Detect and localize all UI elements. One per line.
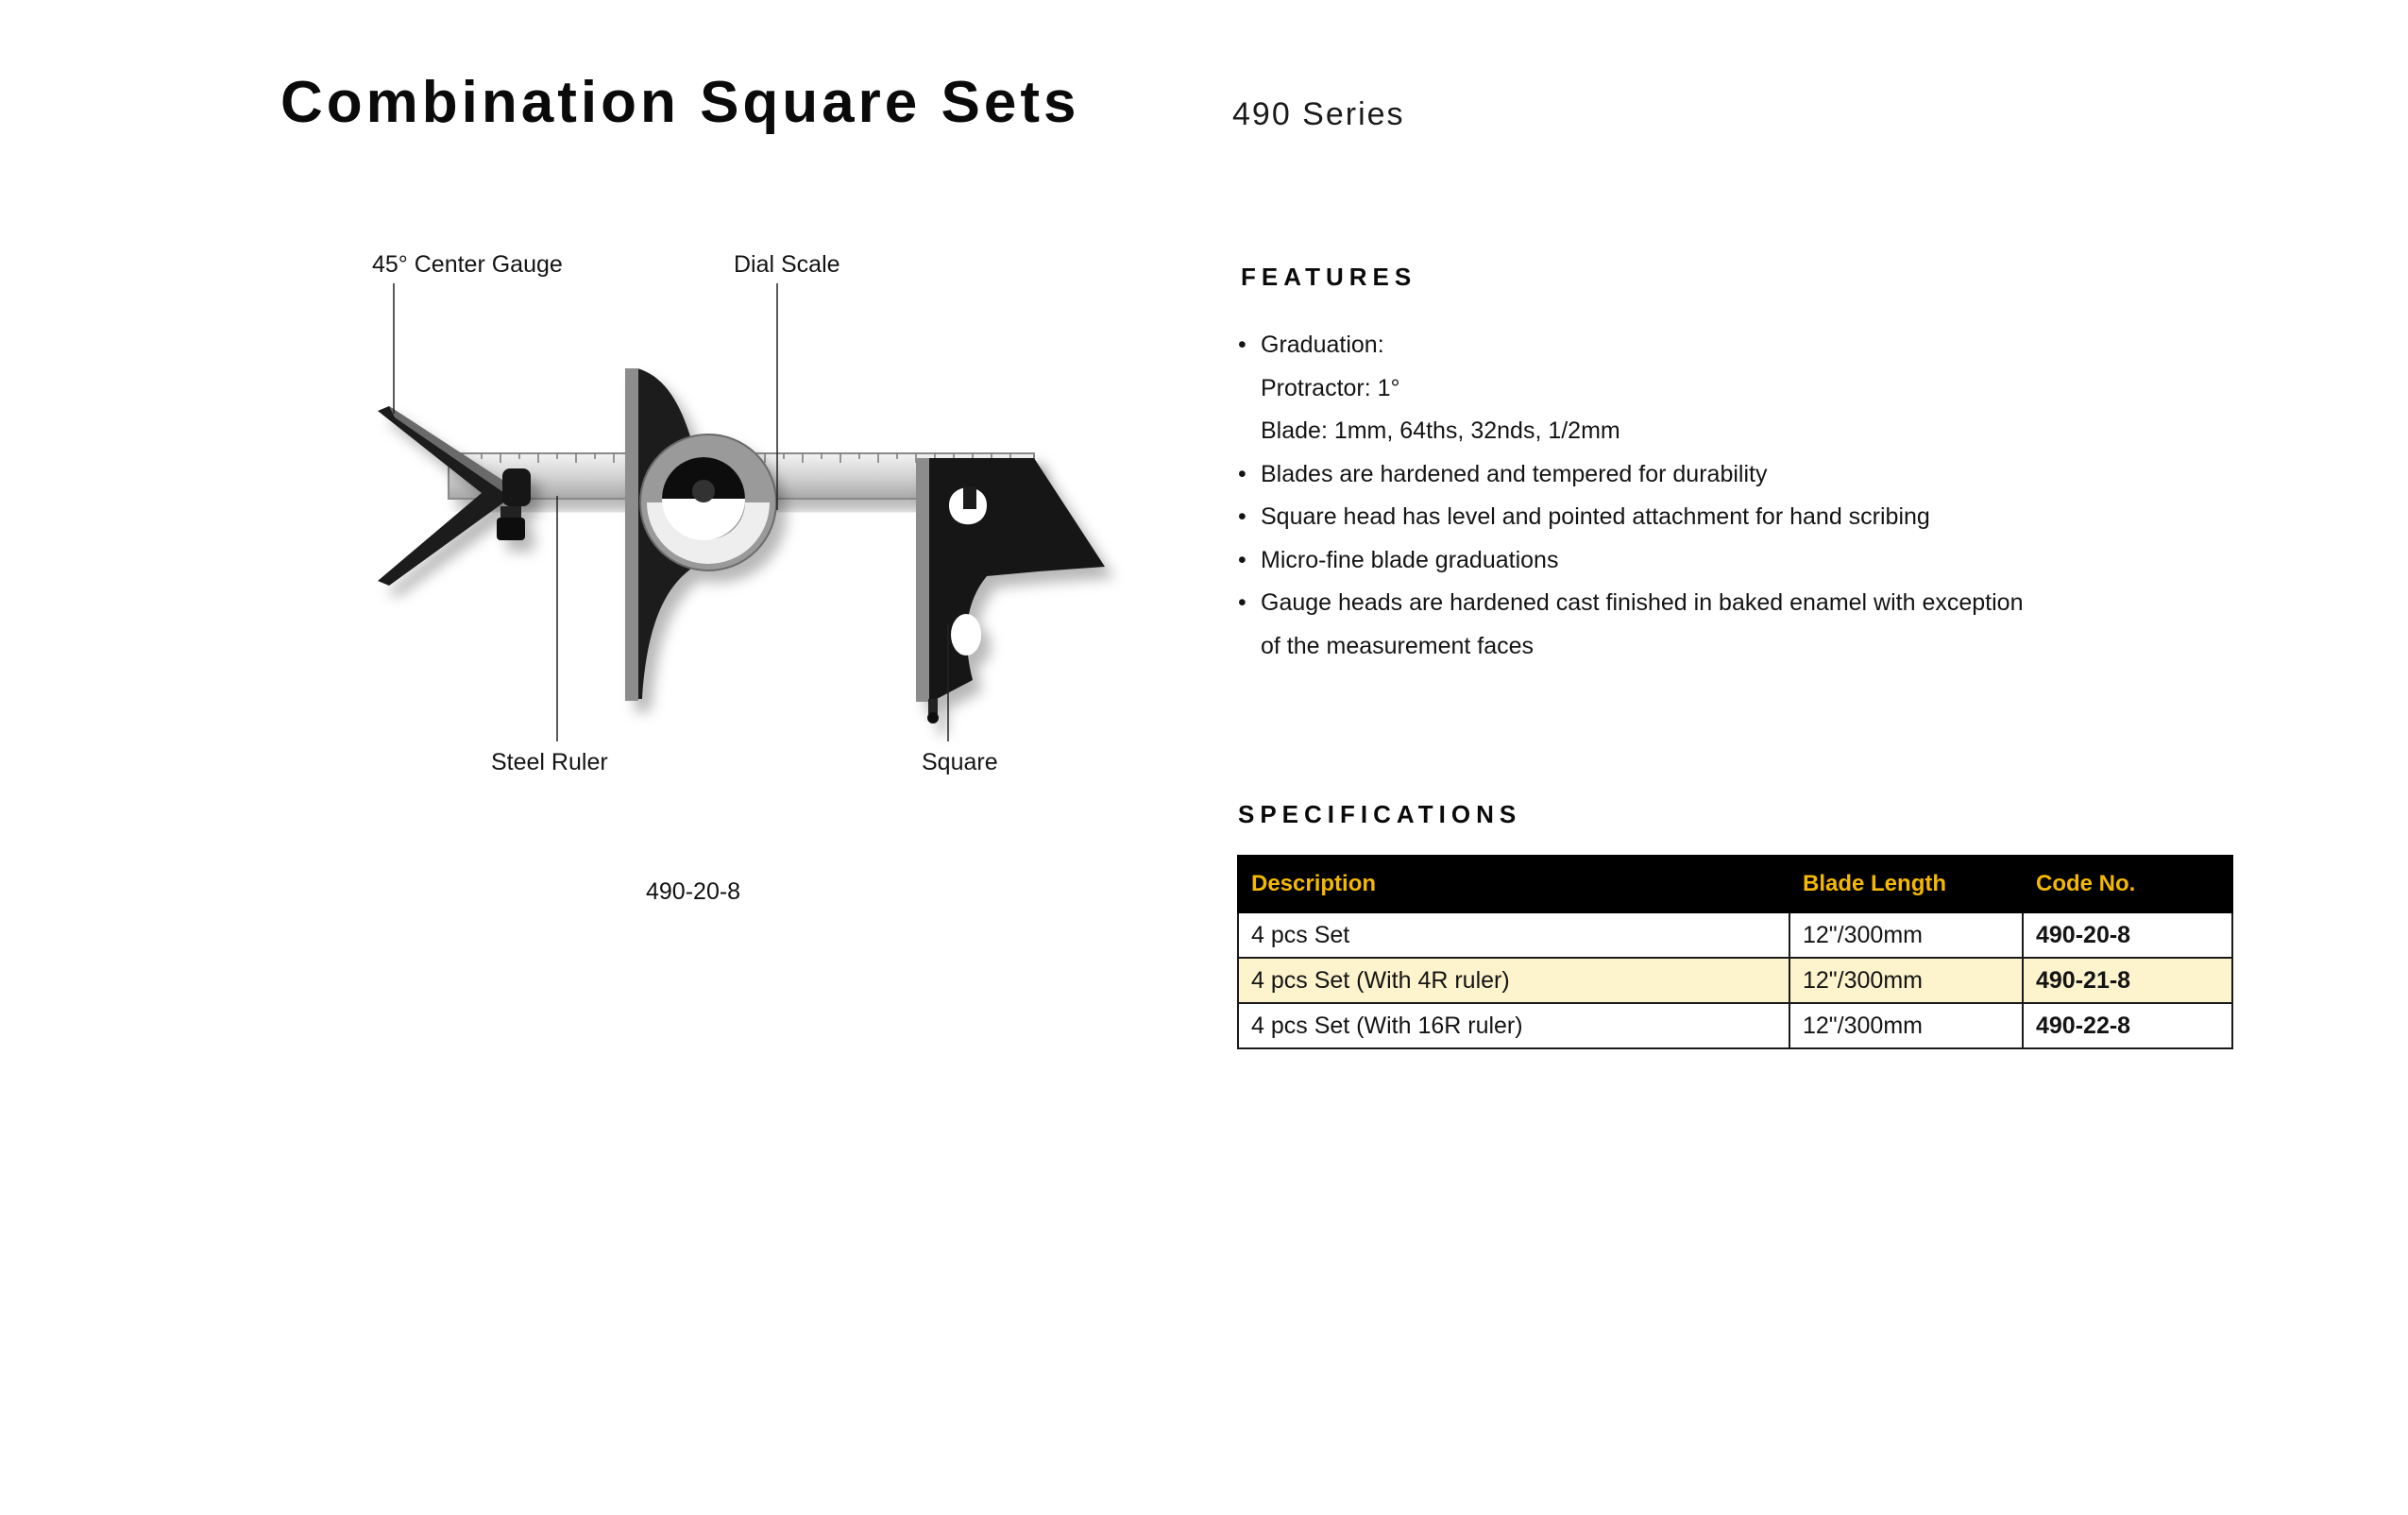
table-row	[1238, 912, 2232, 958]
cell-description: 4 pcs Set (With 4R ruler)	[1238, 958, 1789, 1003]
features-list	[1238, 324, 2023, 668]
cell-code-no: 490-22-8	[2023, 1003, 2232, 1048]
cell-blade-length: 12"/300mm	[1789, 958, 2023, 1003]
feature-line: • Blades are hardened and tempered for durability	[1238, 453, 2023, 497]
feature-line: • Square head has level and pointed attachment for hand scribing	[1238, 496, 2023, 539]
callout-steel-ruler: Steel Ruler	[491, 749, 608, 775]
cell-blade-length: 12"/300mm	[1789, 912, 2023, 958]
series-label: 490 Series	[1232, 96, 1405, 132]
combination-square-illustration	[359, 283, 1133, 775]
callout-center-gauge: 45° Center Gauge	[372, 251, 563, 278]
feature-line: • Gauge heads are hardened cast finished in baked enamel with exception	[1238, 582, 2023, 625]
cell-description: 4 pcs Set	[1238, 912, 1789, 958]
column-header-code-no: Code No.	[2023, 856, 2232, 912]
protractor-head	[625, 368, 776, 701]
specifications-heading: SPECIFICATIONS	[1238, 800, 1522, 828]
feature-line: Blade: 1mm, 64ths, 32nds, 1/2mm	[1261, 417, 1620, 444]
table-row	[1238, 958, 2232, 1003]
table-row	[1238, 1003, 2232, 1048]
cell-description: 4 pcs Set (With 16R ruler)	[1238, 1003, 1789, 1048]
column-header-blade-length: Blade Length	[1789, 856, 2023, 912]
callout-square: Square	[922, 749, 998, 775]
feature-line: • Micro-fine blade graduations	[1238, 539, 2023, 583]
cell-code-no: 490-21-8	[2023, 958, 2232, 1003]
cell-blade-length: 12"/300mm	[1789, 1003, 2023, 1048]
specifications-table	[1237, 855, 2233, 1049]
feature-line: Protractor: 1°	[1261, 374, 1400, 401]
page-title: Combination Square Sets	[280, 70, 1080, 135]
column-header-description: Description	[1238, 856, 1789, 912]
square-head	[916, 458, 1105, 723]
feature-line: of the measurement faces	[1261, 632, 1535, 659]
cell-code-no: 490-20-8	[2023, 912, 2232, 958]
table-header-row	[1238, 856, 2232, 912]
figure-caption: 490-20-8	[646, 878, 741, 905]
features-heading: FEATURES	[1241, 263, 1417, 291]
feature-line: • Graduation:	[1238, 324, 2023, 367]
callout-dial-scale: Dial Scale	[734, 251, 840, 278]
